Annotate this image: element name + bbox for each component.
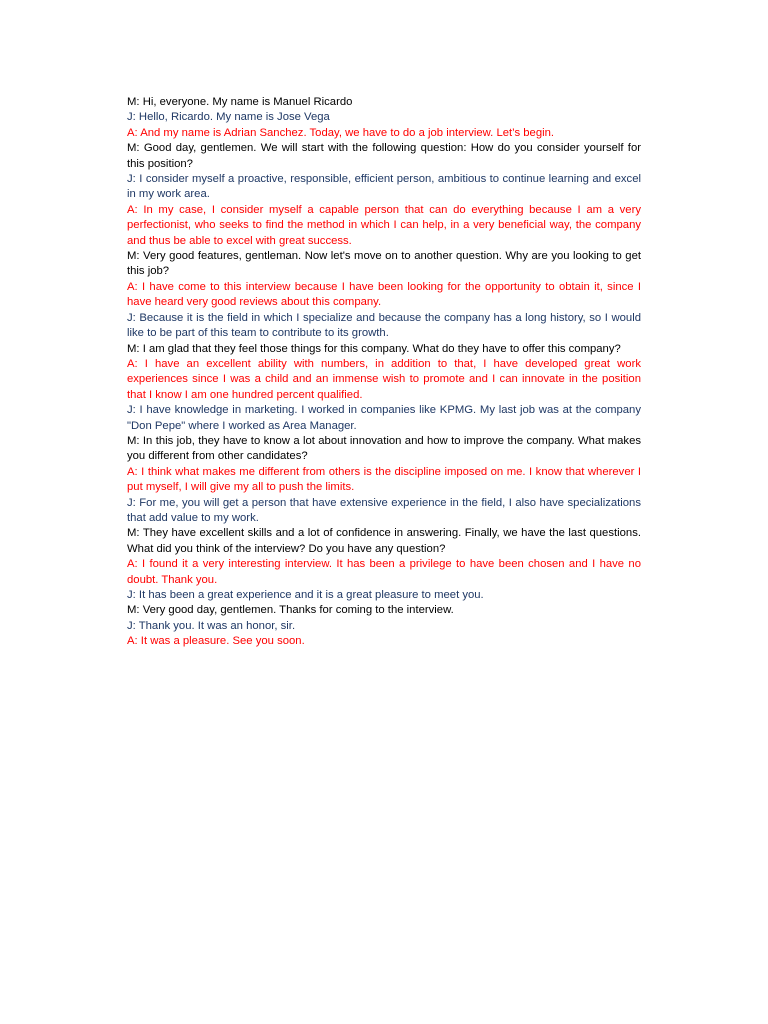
dialogue-line: J: For me, you will get a person that have extensive experience in the field, I also have specializations that add value to my work. xyxy=(127,496,641,524)
dialogue-line: A: It was a pleasure. See you soon. xyxy=(127,635,305,648)
dialogue-line: J: It has been a great experience and it is a great pleasure to meet you. xyxy=(127,589,484,601)
dialogue-line: M: They have excellent skills and a lot of confidence in answering. Finally, we have the last questions. What did you think of the interview? Do you have any question? xyxy=(127,527,641,555)
dialogue-line: J: I have knowledge in marketing. I worked in companies like KPMG. My last job was at the company "Don Pepe" where I worked as Area Manager. xyxy=(127,404,641,432)
dialogue-line: A: I have come to this interview because I have been looking for the opportunity to obtain it, since I have heard very good reviews about this company. xyxy=(127,280,641,309)
dialogue-transcript xyxy=(127,95,641,650)
document-page xyxy=(127,95,641,650)
dialogue-line: A: In my case, I consider myself a capable person that can do everything because I am a very perfectionist, who seeks to find the method in which I can help, in a very beneficial way, the company and thus be able to excel with great success. xyxy=(127,203,641,247)
dialogue-line: J: Because it is the field in which I specialize and because the company has a long history, so I would like to be part of this team to contribute to its growth. xyxy=(127,311,641,340)
dialogue-line: J: I consider myself a proactive, responsible, efficient person, ambitious to continue learning and excel in my work area. xyxy=(127,173,641,201)
dialogue-line: J: Hello, Ricardo. My name is Jose Vega xyxy=(127,111,330,124)
dialogue-line: A: I think what makes me different from others is the discipline imposed on me. I know that wherever I put myself, I will give my all to push the limits. xyxy=(127,465,641,494)
dialogue-line: M: Good day, gentlemen. We will start with the following question: How do you consider yourself for this position? xyxy=(127,142,641,170)
dialogue-line: M: Very good day, gentlemen. Thanks for coming to the interview. xyxy=(127,604,454,617)
dialogue-line: M: I am glad that they feel those things for this company. What do they have to offer this company? xyxy=(127,342,621,355)
dialogue-line: M: Hi, everyone. My name is Manuel Ricardo xyxy=(127,96,353,108)
dialogue-line: J: Thank you. It was an honor, sir. xyxy=(127,619,296,632)
dialogue-line: A: I found it a very interesting interview. It has been a privilege to have been chosen and I have no doubt. Thank you. xyxy=(127,558,641,586)
dialogue-line: A: And my name is Adrian Sanchez. Today, we have to do a job interview. Let’s begin. xyxy=(127,126,555,139)
dialogue-line: M: Very good features, gentleman. Now let's move on to another question. Why are you looking to get this job? xyxy=(127,250,641,278)
dialogue-line: M: In this job, they have to know a lot about innovation and how to improve the company. What makes you different from other candidates? xyxy=(127,434,641,463)
dialogue-line: A: I have an excellent ability with numbers, in addition to that, I have developed great work experiences since I was a child and an immense wish to promote and I can innovate in the position that I know I am one hundred percent qualified. xyxy=(127,357,641,401)
